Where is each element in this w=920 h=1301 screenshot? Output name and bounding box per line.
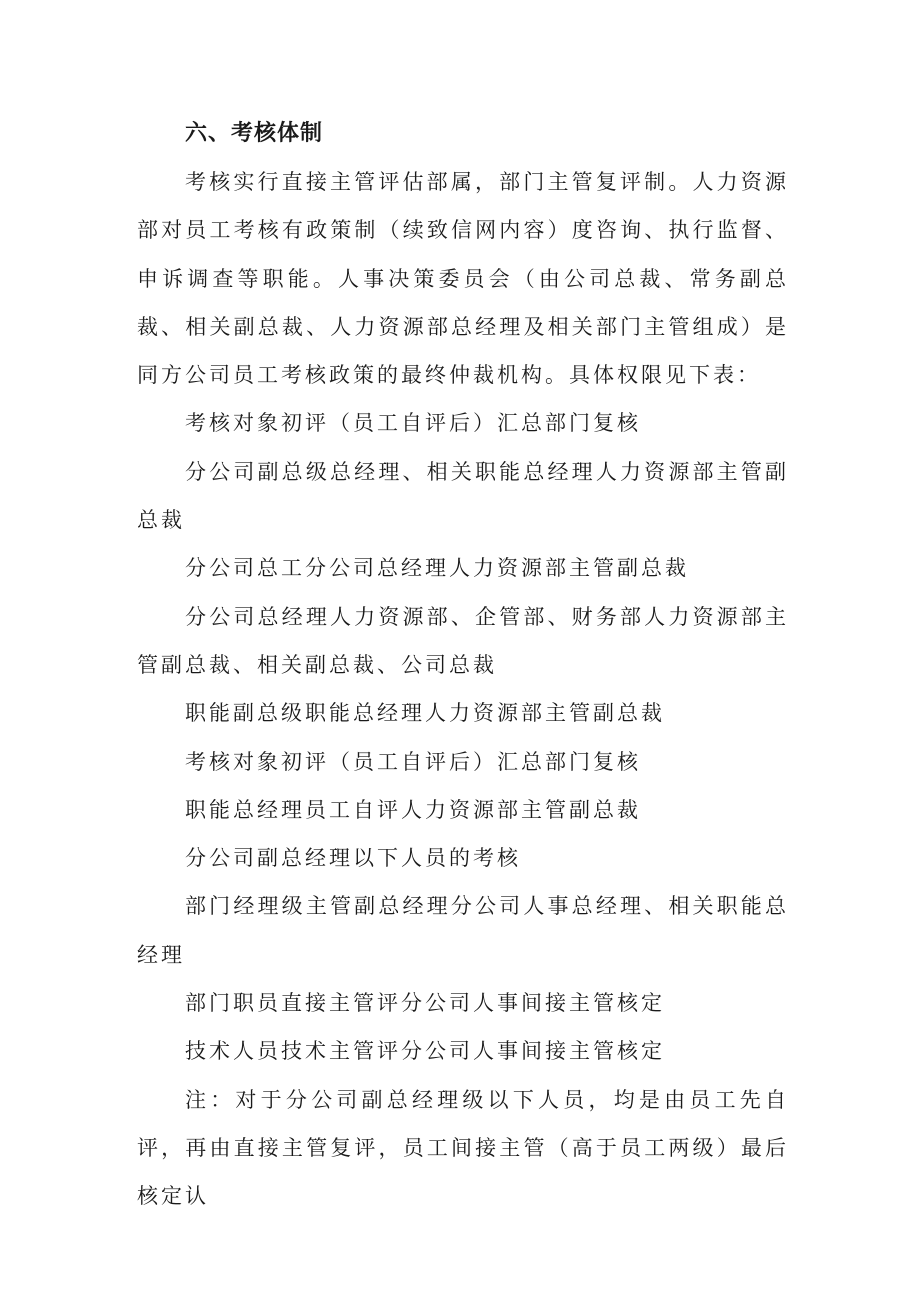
paragraph-row-4: 分公司总经理人力资源部、企管部、财务部人力资源部主管副总裁、相关副总裁、公司总裁 [137,604,789,677]
paragraph-row-9: 部门经理级主管副总经理分公司人事总经理、相关职能总经理 [137,894,789,967]
paragraph-row-10: 部门职员直接主管评分公司人事间接主管核定 [185,991,665,1016]
section-heading: 六、考核体制 [185,121,324,146]
paragraph-row-8: 分公司副总经理以下人员的考核 [185,846,521,871]
paragraph-row-11: 技术人员技术主管评分公司人事间接主管核定 [185,1039,665,1064]
paragraph-note: 注：对于分公司副总经理级以下人员，均是由员工先自评，再由直接主管复评，员工间接主管（高于员工两级）最后核定认 [137,1087,789,1209]
document-page [137,110,789,1221]
paragraph-row-2: 分公司副总级总经理、相关职能总经理人力资源部主管副总裁 [137,459,789,533]
paragraph-row-7: 职能总经理员工自评人力资源部主管副总裁 [185,797,641,822]
paragraph-row-1: 考核对象初评（员工自评后）汇总部门复核 [185,411,641,436]
paragraph-row-3: 分公司总工分公司总经理人力资源部主管副总裁 [185,556,689,581]
paragraph-row-5: 职能副总级职能总经理人力资源部主管副总裁 [185,701,665,726]
paragraph-intro: 考核实行直接主管评估部属，部门主管复评制。人力资源部对员工考核有政策制（续致信网内容）度咨询、执行监督、申诉调查等职能。人事决策委员会（由公司总裁、常务副总裁、相关副总裁、人力资源部总经理及相关部门主管组成）是同方公司员工考核政策的最终仲裁机构。具体权限见下表： [137,170,789,388]
paragraph-row-6: 考核对象初评（员工自评后）汇总部门复核 [185,749,641,774]
